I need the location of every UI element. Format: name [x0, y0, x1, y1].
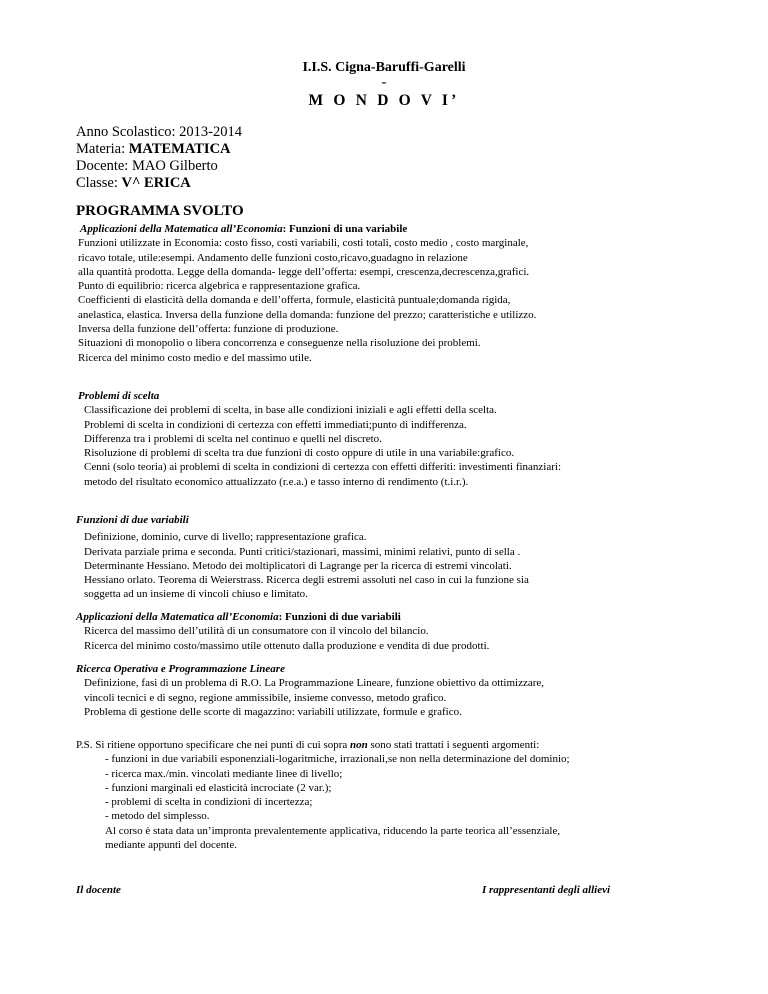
postscript-body — [105, 752, 570, 852]
teacher-label: Docente: — [76, 158, 132, 174]
section-line: Problemi di scelta in condizioni di certezza con effetti immediati;punto di indifferenza. — [84, 418, 467, 431]
section-line: Coefficienti di elasticità della domanda e dell’offerta, formule, elasticità puntuale;domanda rigida, — [78, 294, 511, 307]
section-line: Cenni (solo teoria) ai problemi di scelta in condizioni di certezza con effetti differiti: investimenti finanziari: — [84, 461, 562, 474]
class-label: Classe: — [76, 175, 122, 191]
section-title-plain: : Funzioni di due variabili — [278, 611, 401, 623]
section-line: Ricerca del massimo dell’utilità di un consumatore con il vincolo del bilancio. — [84, 625, 429, 638]
class-value: V^ ERICA — [121, 175, 191, 191]
postscript — [76, 738, 570, 852]
section-line: vincoli tecnici e di segno, regione ammissibile, insieme convesso, metodo grafico. — [84, 691, 447, 704]
section-body — [84, 403, 561, 489]
section-line: anelastica, elastica. Inversa della funzione della domanda: funzione del prezzo; caratteristiche e utilizzo. — [78, 308, 537, 321]
students-representatives-signature-label: I rappresentanti degli allievi — [482, 884, 611, 896]
section-title — [76, 662, 544, 676]
postscript-line: mediante appunti del docente. — [105, 839, 237, 852]
section-line: Hessiano orlato. Teorema di Weierstrass. Ricerca degli estremi assoluti nel caso in cui la funzione sia — [84, 574, 529, 587]
section-title-italic: Ricerca Operativa e Programmazione Lineare — [76, 663, 285, 675]
section-line: Problema di gestione delle scorte di magazzino: variabili utilizzate, formule e grafico. — [84, 705, 462, 718]
section-line: Punto di equilibrio: ricerca algebrica e rappresentazione grafica. — [78, 280, 361, 293]
teacher-row — [76, 158, 242, 175]
section-choice-problems — [78, 389, 561, 489]
section-line: alla quantità prodotta. Legge della domanda- legge dell’offerta: esempi, crescenza,decrescenza,grafici. — [78, 265, 530, 278]
section-title-plain: : Funzioni di una variabile — [282, 223, 408, 235]
school-name: I.I.S. Cigna-Baruffi-Garelli — [302, 60, 466, 75]
section-line: Inversa della funzione dell’offerta: funzione di produzione. — [78, 323, 339, 336]
section-title-italic: Applicazioni della Matematica all’Economia — [80, 223, 283, 235]
section-line: Situazioni di monopolio o libera concorrenza e conseguenze nella risoluzione dei problemi. — [78, 337, 481, 350]
course-info — [76, 124, 242, 192]
section-line: ricavo totale, utile:esempi. Andamento delle funzioni costo,ricavo,guadagno in relazione — [78, 251, 468, 264]
postscript-line: - metodo del simplesso. — [105, 810, 210, 823]
section-operations-research — [76, 662, 544, 719]
section-line: Funzioni utilizzate in Economia: costo fisso, costi variabili, costi totali, costo medio , costo marginale, — [78, 237, 529, 250]
subject-value: MATEMATICA — [128, 141, 231, 157]
section-line: soggetta ad un insieme di vincoli chiuso e limitato. — [84, 588, 308, 601]
postscript-intro-after: sono stati trattati i seguenti argomenti: — [367, 739, 540, 751]
postscript-line: - funzioni marginali ed elasticità incrociate (2 var.); — [105, 781, 332, 794]
section-body — [84, 676, 544, 719]
postscript-line: - problemi di scelta in condizioni di incertezza; — [105, 796, 313, 809]
postscript-intro-before: P.S. Si ritiene opportuno specificare che nei punti di cui sopra — [76, 739, 351, 751]
subject-label: Materia: — [76, 141, 129, 157]
section-title-italic: Applicazioni della Matematica all’Economia — [76, 611, 279, 623]
postscript-line: - ricerca max./min. vincolati mediante linee di livello; — [105, 767, 343, 780]
section-body — [84, 624, 489, 653]
section-economy-one-variable — [80, 222, 536, 365]
section-title — [78, 389, 561, 403]
section-economy-two-variables — [76, 610, 489, 653]
teacher-signature-label: Il docente — [76, 884, 121, 896]
postscript-intro — [76, 738, 570, 752]
section-title — [80, 222, 536, 236]
program-title: PROGRAMMA SVOLTO — [76, 203, 244, 219]
section-line: Definizione, dominio, curve di livello; rappresentazione grafica. — [84, 531, 367, 544]
section-title-italic: Funzioni di due variabili — [76, 514, 189, 526]
teacher-value: MAO Gilberto — [131, 158, 218, 174]
postscript-line: Al corso è stata data un’impronta prevalentemente applicativa, riducendo la parte teorica all’essenziale, — [105, 824, 561, 837]
section-title — [76, 610, 489, 624]
section-line: Determinante Hessiano. Metodo dei moltiplicatori di Lagrange per la ricerca di estremi vincolati. — [84, 559, 512, 572]
section-line: Ricerca del minimo costo/massimo utile ottenuto dalla produzione e vendita di due prodotti. — [84, 639, 490, 652]
school-year-label: Anno Scolastico: — [76, 124, 180, 140]
section-title — [76, 513, 529, 527]
section-title-italic: Problemi di scelta — [78, 390, 160, 402]
subject-row — [76, 141, 242, 158]
postscript-emphasis: non — [350, 739, 368, 751]
section-body — [78, 236, 536, 365]
school-year-value: 2013-2014 — [179, 124, 242, 140]
header-dash: - — [381, 75, 387, 90]
section-two-variable-functions — [76, 513, 529, 602]
section-body — [84, 530, 529, 601]
section-line: Ricerca del minimo costo medio e del massimo utile. — [78, 351, 312, 364]
section-line: Definizione, fasi di un problema di R.O. La Programmazione Lineare, funzione obiettivo da ottimizzare, — [84, 677, 545, 690]
postscript-line: - funzioni in due variabili esponenziali-logaritmiche, irrazionali,se non nella determinazione del dominio; — [105, 753, 570, 766]
section-line: Differenza tra i problemi di scelta nel continuo e quelli nel discreto. — [84, 432, 382, 445]
section-line: Risoluzione di problemi di scelta tra due funzioni di costo oppure di utile in una variabile:grafico. — [84, 447, 515, 460]
school-year-row — [76, 124, 242, 141]
school-city: M O N D O V I’ — [308, 92, 460, 109]
class-row — [76, 175, 242, 192]
section-line: metodo del risultato economico attualizzato (r.e.a.) e tasso interno di rendimento (t.i.r.). — [84, 475, 469, 488]
section-line: Derivata parziale prima e seconda. Punti critici/stazionari, massimi, minimi relativi, punto di sella . — [84, 545, 521, 558]
section-line: Classificazione dei problemi di scelta, in base alle condizioni iniziali e agli effetti della scelta. — [84, 404, 497, 417]
